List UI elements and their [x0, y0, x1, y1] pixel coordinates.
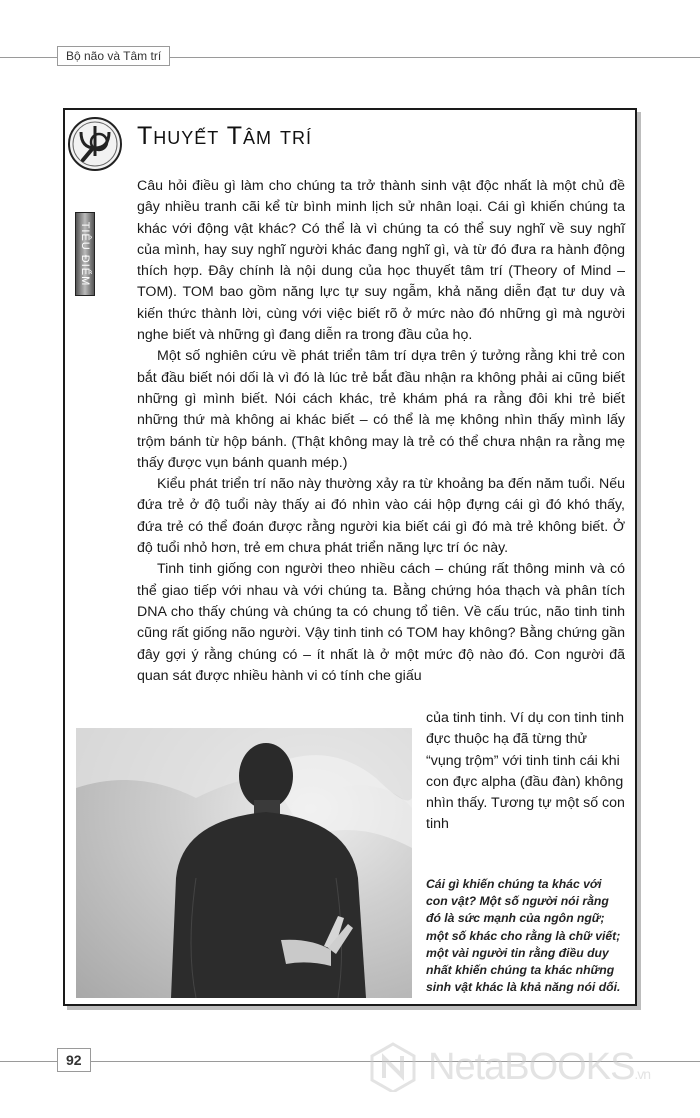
photo-crossed-fingers	[76, 728, 412, 998]
watermark-brand: NetaBOOKS	[428, 1046, 635, 1088]
paragraph: Một số nghiên cứu về phát triển tâm trí dựa trên ý tưởng rằng khi trẻ con bắt đầu biết nói dối là vì đó là lúc trẻ bắt đầu nhận ra không phải ai cũng biết những gì mình biết. Nói cách khác, trẻ khám phá ra rằng đôi khi trẻ biết những thứ mà không ai khác biết – có thể là mẹ không nhìn thấy mình lấy trộm bánh từ hộp bánh. (Thật không may là trẻ có thể chưa nhận ra rằng mẹ thấy được vụn bánh quanh mép.)	[137, 348, 625, 471]
section-title: Thuyết Tâm trí	[137, 122, 312, 150]
watermark-logo-icon	[368, 1042, 418, 1092]
paragraph: Tinh tinh giống con người theo nhiều cách – chúng rất thông minh và có thể giao tiếp với nhau và với chúng ta. Bằng chứng hóa thạch và phân tích DNA cho thấy chúng và chúng ta có chung tổ tiên. Về cấu trúc, não tinh tinh cũng rất giống não người. Vậy tinh tinh có TOM hay không? Bằng chứng gần đây gợi ý rằng chúng có – ít nhất là ở một mức độ nào đó. Con người đã quan sát được nhiều hành vi có tính che giấu	[137, 561, 625, 684]
paragraph: Kiểu phát triển trí não này thường xảy ra từ khoảng ba đến năm tuổi. Nếu đứa trẻ ở độ tuổi này thấy ai đó nhìn vào cái hộp đựng cái gì đó khó thấy, đứa trẻ có thể đoán được rằng người kia biết cái gì đó mà trẻ không biết. Ở độ tuổi nhỏ hơn, trẻ em chưa phát triển năng lực trí óc này.	[137, 476, 625, 557]
watermark-suffix: .vn	[634, 1066, 651, 1082]
page-number: 92	[57, 1048, 91, 1072]
paragraph: Câu hỏi điều gì làm cho chúng ta trở thành sinh vật độc nhất là một chủ đề gây nhiều tranh cãi kể từ bình minh lịch sử nhân loại. Cái gì khiến chúng ta khác với động vật khác? Có thể là vì chúng ta có thể suy nghĩ về suy nghĩ của mình, hay suy nghĩ người khác đang nghĩ gì, và từ đó đưa ra hành động thích hợp. Đây chính là nội dung của học thuyết tâm trí (Theory of Mind – TOM). TOM bao gồm năng lực tự suy ngẫm, khả năng diễn đạt tư duy và kiến thức thành lời, cùng với việc biết rõ ở mức nào đó những gì mà người nghe biết và những gì đang diễn ra trong đầu của họ.	[137, 178, 625, 344]
man-back-illustration	[76, 728, 412, 998]
watermark	[368, 1042, 688, 1094]
figure-caption: Cái gì khiến chúng ta khác với con vật? Một số người nói rằng đó là sức mạnh của ngôn ngữ; một số khác cho rằng là chữ viết; một vài người tin rằng điều duy nhất khiến chúng ta khác những sinh vật khác là khả năng nói dối.	[426, 877, 621, 995]
body-text	[137, 176, 625, 687]
psi-magnifier-icon	[67, 116, 123, 172]
column-text: của tinh tinh. Ví dụ con tinh tinh đực thuộc hạ đã từng thử “vụng trộm” với tinh tinh cái khi con đực alpha (đầu đàn) không nhìn thấy. Tương tự một số con tinh	[426, 710, 625, 833]
focus-tag-label: TIÊU ĐIỂM	[79, 221, 91, 287]
running-header: Bộ não và Tâm trí	[57, 46, 170, 66]
focus-tag	[75, 212, 95, 296]
